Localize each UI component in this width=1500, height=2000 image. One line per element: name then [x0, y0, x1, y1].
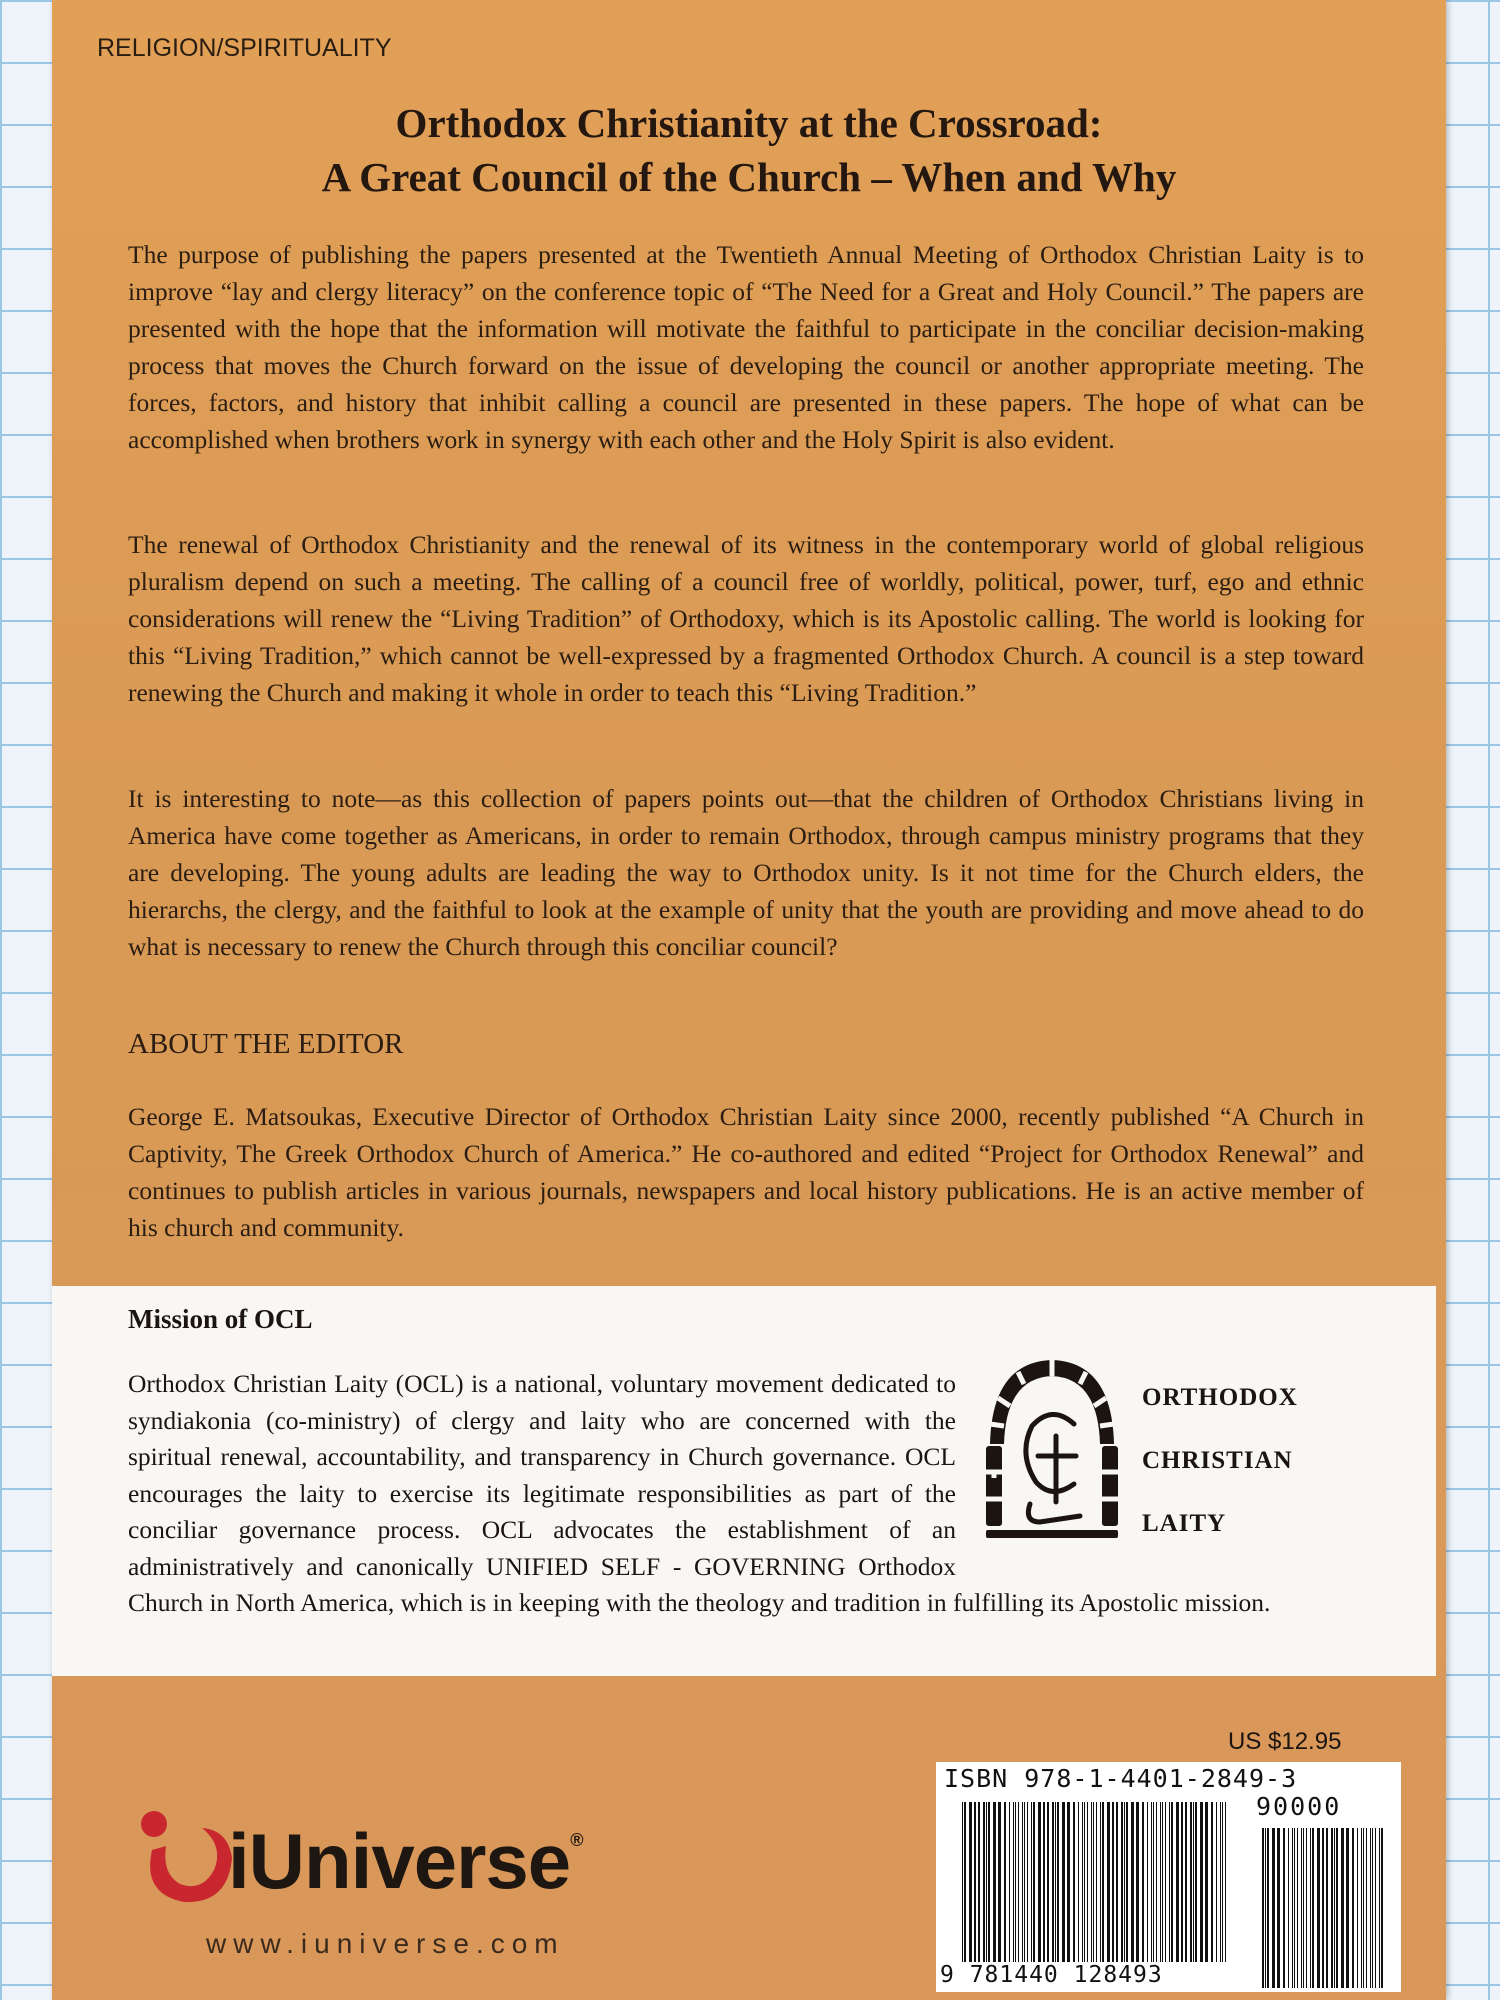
- barcode-bar: [1283, 1828, 1285, 1988]
- barcode-bar: [1193, 1802, 1194, 1962]
- registered-mark: ®: [570, 1830, 583, 1850]
- about-editor-text: George E. Matsoukas, Executive Director of Orthodox Christian Laity since 2000, recently published “A Church in Captivity, The Greek Orthodox Church of America.” He co-authored and edited “Project for Orthodox Renewal” and continues to publish articles in various journals, newspapers and local history publications. He is an active member of his church and community.: [128, 1102, 1364, 1242]
- barcode-bar: [1292, 1828, 1293, 1988]
- barcode-bar: [1176, 1802, 1179, 1962]
- mission-box: [52, 1286, 1436, 1676]
- publisher-url: www.iuniverse.com: [206, 1928, 565, 1959]
- barcode-bar: [964, 1802, 966, 1962]
- ocl-arch-icon: [982, 1354, 1122, 1554]
- barcode-bar: [1043, 1802, 1045, 1962]
- barcode-bar: [1107, 1802, 1110, 1962]
- price-label: US $12.95: [1228, 1728, 1342, 1755]
- barcode-bar: [1153, 1802, 1154, 1962]
- book-title-line-1: Orthodox Christianity at the Crossroad:: [395, 100, 1103, 146]
- barcode-bar: [1379, 1828, 1380, 1988]
- barcode-bar: [1038, 1802, 1041, 1962]
- barcode-bar: [1121, 1802, 1123, 1962]
- barcode-bar: [986, 1802, 987, 1962]
- barcode-bar: [1136, 1802, 1139, 1962]
- barcode-bar: [1165, 1802, 1166, 1962]
- barcode-bar: [993, 1802, 996, 1962]
- barcode-bar: [1310, 1828, 1311, 1988]
- barcode-bar: [1156, 1802, 1157, 1962]
- barcode-bar: [1096, 1802, 1097, 1962]
- barcode-bar: [1185, 1802, 1187, 1962]
- barcode-bar: [1078, 1802, 1079, 1962]
- barcode-bar: [1265, 1828, 1266, 1988]
- barcode-bar: [969, 1802, 972, 1962]
- description-paragraph-2: The renewal of Orthodox Christianity and the renewal of its witness in the contemporary world of global religious pluralism depend on such a meeting. The calling of a council free of worldly, political, power, turf, ego and ethnic considerations will renew the “Living Tradition” of Orthodoxy, which is its Apostolic calling. The world is looking for this “Living Tradition,” which cannot be well-expressed by a fragmented Orthodox Church. A council is a step toward renewing the Church and making it whole in order to teach this “Living Tradition.”: [128, 530, 1364, 707]
- barcode-bar: [1024, 1802, 1025, 1962]
- barcode-bar: [1334, 1828, 1335, 1988]
- barcode-bar: [1057, 1802, 1059, 1962]
- barcode-bar: [1190, 1802, 1192, 1962]
- barcode-bar: [1357, 1828, 1358, 1988]
- barcode-bar: [1009, 1802, 1010, 1962]
- mission-heading: Mission of OCL: [128, 1304, 313, 1334]
- logo-word-christian: CHRISTIAN: [1142, 1447, 1293, 1474]
- barcode-bar: [1267, 1828, 1269, 1988]
- category-label: RELIGION/SPIRITUALITY: [97, 34, 392, 62]
- barcode-bar: [1018, 1802, 1019, 1962]
- barcode-bar: [1102, 1802, 1104, 1962]
- barcode-bar: [1067, 1802, 1070, 1962]
- barcode-bar: [1336, 1828, 1338, 1988]
- barcode-bar: [1312, 1828, 1314, 1988]
- barcode-bar: [1126, 1802, 1128, 1962]
- barcode-bar: [1331, 1828, 1333, 1988]
- barcode-bar: [1062, 1802, 1065, 1962]
- ocl-logo-text: [1142, 1366, 1298, 1555]
- barcode-bar: [1022, 1802, 1023, 1962]
- barcode-bars: [936, 1762, 1401, 1992]
- barcode-bar: [1352, 1828, 1354, 1988]
- barcode-bar: [1372, 1828, 1373, 1988]
- barcode-bar: [1052, 1802, 1054, 1962]
- barcode-bar: [1341, 1828, 1344, 1988]
- barcode-bar: [1093, 1802, 1094, 1962]
- barcode-bar: [962, 1802, 963, 1962]
- barcode-bar: [1131, 1802, 1134, 1962]
- barcode-bar: [1073, 1802, 1075, 1962]
- barcode-bar: [1160, 1802, 1161, 1962]
- barcode-bar: [1301, 1828, 1302, 1988]
- barcode-bar: [1363, 1828, 1364, 1988]
- barcode-bar: [1142, 1802, 1144, 1962]
- barcode-bar: [978, 1802, 980, 1962]
- barcode-bar: [1171, 1802, 1173, 1962]
- iuniverse-logo: [132, 1800, 652, 1970]
- book-title: [52, 96, 1446, 204]
- barcode-bar: [1375, 1828, 1376, 1988]
- barcode-bar: [1055, 1802, 1056, 1962]
- barcode-bar: [1277, 1828, 1280, 1988]
- barcode-bar: [1381, 1828, 1383, 1988]
- barcode-bar: [1027, 1802, 1028, 1962]
- barcode-bar: [1013, 1802, 1014, 1962]
- barcode-bar: [1306, 1828, 1307, 1988]
- mission-body: [128, 1366, 1372, 1622]
- about-editor-heading: ABOUT THE EDITOR: [128, 1028, 404, 1060]
- barcode-bar: [1124, 1802, 1125, 1962]
- logo-word-orthodox: ORTHODOX: [1142, 1384, 1298, 1411]
- isbn-number: ISBN 978-1-4401-2849-3: [944, 1764, 1298, 1793]
- barcode-addon-number: 90000: [1256, 1792, 1342, 1821]
- barcode-bar: [1346, 1828, 1349, 1988]
- barcode-bar: [1147, 1802, 1148, 1962]
- barcode-bar: [1151, 1802, 1152, 1962]
- barcode-digits: 9 781440 128493: [940, 1962, 1163, 1988]
- barcode-bar: [1200, 1802, 1203, 1962]
- barcode-bar: [1294, 1828, 1295, 1988]
- barcode-bar: [1272, 1828, 1275, 1988]
- barcode-bar: [1220, 1802, 1221, 1962]
- book-back-cover: [52, 0, 1446, 2000]
- barcode-bar: [988, 1802, 990, 1962]
- mission-text: Orthodox Christian Laity (OCL) is a national, voluntary movement dedicated to syndiakonia (co-ministry) of clergy and laity who are concerned with the spiritual renewal, accountability, and transparency in Church governance. OCL encourages the laity to exercise its legitimate responsibilities as part of the conciliar governance process. OCL advocates the establishment of an administratively and canonically UNIFIED SELF - GOVERNING Orthodox Church in North America, which is in keeping with the theology and tradition in fulfilling its Apostolic mission.: [128, 1369, 1271, 1617]
- barcode-bar: [1303, 1828, 1304, 1988]
- iuniverse-swirl-icon: [132, 1806, 242, 1916]
- barcode-bar: [1370, 1828, 1371, 1988]
- barcode-bar: [1205, 1802, 1208, 1962]
- description-paragraph-1: The purpose of publishing the papers presented at the Twentieth Annual Meeting of Orthodox Christian Laity is to improve “lay and clergy literacy” on the conference topic of “The Need for a Great and Holy Council.” The papers are presented with the hope that the information will motivate the faithful to participate in the conciliar decision-making process that moves the Church forward on the issue of developing the council or another appropriate meeting. The forces, factors, and history that inhibit calling a council are presented in these papers. The hope of what can be accomplished when brothers work in synergy with each other and the Holy Spirit is also evident.: [128, 240, 1364, 454]
- barcode-bar: [1087, 1802, 1088, 1962]
- barcode-bar: [1211, 1802, 1213, 1962]
- book-title-line-2: A Great Council of the Church – When and Why: [321, 154, 1177, 200]
- ocl-logo: [982, 1366, 1372, 1546]
- barcode-bar: [1091, 1802, 1092, 1962]
- barcode-bar: [1225, 1802, 1226, 1962]
- barcode-bar: [1317, 1828, 1320, 1988]
- barcode-bar: [1181, 1802, 1183, 1962]
- barcode-bar: [1169, 1802, 1170, 1962]
- barcode-bar: [1222, 1802, 1223, 1962]
- barcode-bar: [1195, 1802, 1197, 1962]
- iuniverse-wordmark: [228, 1816, 582, 1907]
- barcode-bar: [1288, 1828, 1289, 1988]
- barcode-bar: [1082, 1802, 1083, 1962]
- publisher-name: iUniverse: [228, 1817, 571, 1905]
- barcode-bar: [1084, 1802, 1085, 1962]
- barcode-bar: [1047, 1802, 1049, 1962]
- barcode-bar: [974, 1802, 976, 1962]
- barcode-bar: [1326, 1828, 1328, 1988]
- logo-word-laity: LAITY: [1142, 1510, 1227, 1537]
- barcode-bar: [1366, 1828, 1367, 1988]
- barcode-bar: [1322, 1828, 1324, 1988]
- barcode-bar: [1116, 1802, 1118, 1962]
- isbn-barcode: [936, 1762, 1401, 1992]
- barcode-bar: [1033, 1802, 1035, 1962]
- barcode-bar: [1100, 1802, 1101, 1962]
- barcode-bar: [1216, 1802, 1217, 1962]
- barcode-bar: [983, 1802, 985, 1962]
- barcode-bar: [998, 1802, 1001, 1962]
- barcode-bar: [1004, 1802, 1006, 1962]
- barcode-bar: [1262, 1828, 1264, 1988]
- barcode-bar: [1031, 1802, 1032, 1962]
- barcode-bar: [1361, 1828, 1362, 1988]
- barcode-bar: [1297, 1828, 1298, 1988]
- barcode-bar: [1162, 1802, 1163, 1962]
- description-paragraph-3: It is interesting to note—as this collection of papers points out—that the children of Orthodox Christians living in America have come together as Americans, in order to remain Orthodox, through campus ministry programs that they are developing. The young adults are leading the way to Orthodox unity. Is it not time for the Church elders, the hierarchs, the clergy, and the faithful to look at the example of unity that the youth are providing and move ahead to do what is necessary to renew the Church through this conciliar council?: [128, 784, 1364, 961]
- barcode-bar: [1015, 1802, 1016, 1962]
- barcode-bar: [1112, 1802, 1114, 1962]
